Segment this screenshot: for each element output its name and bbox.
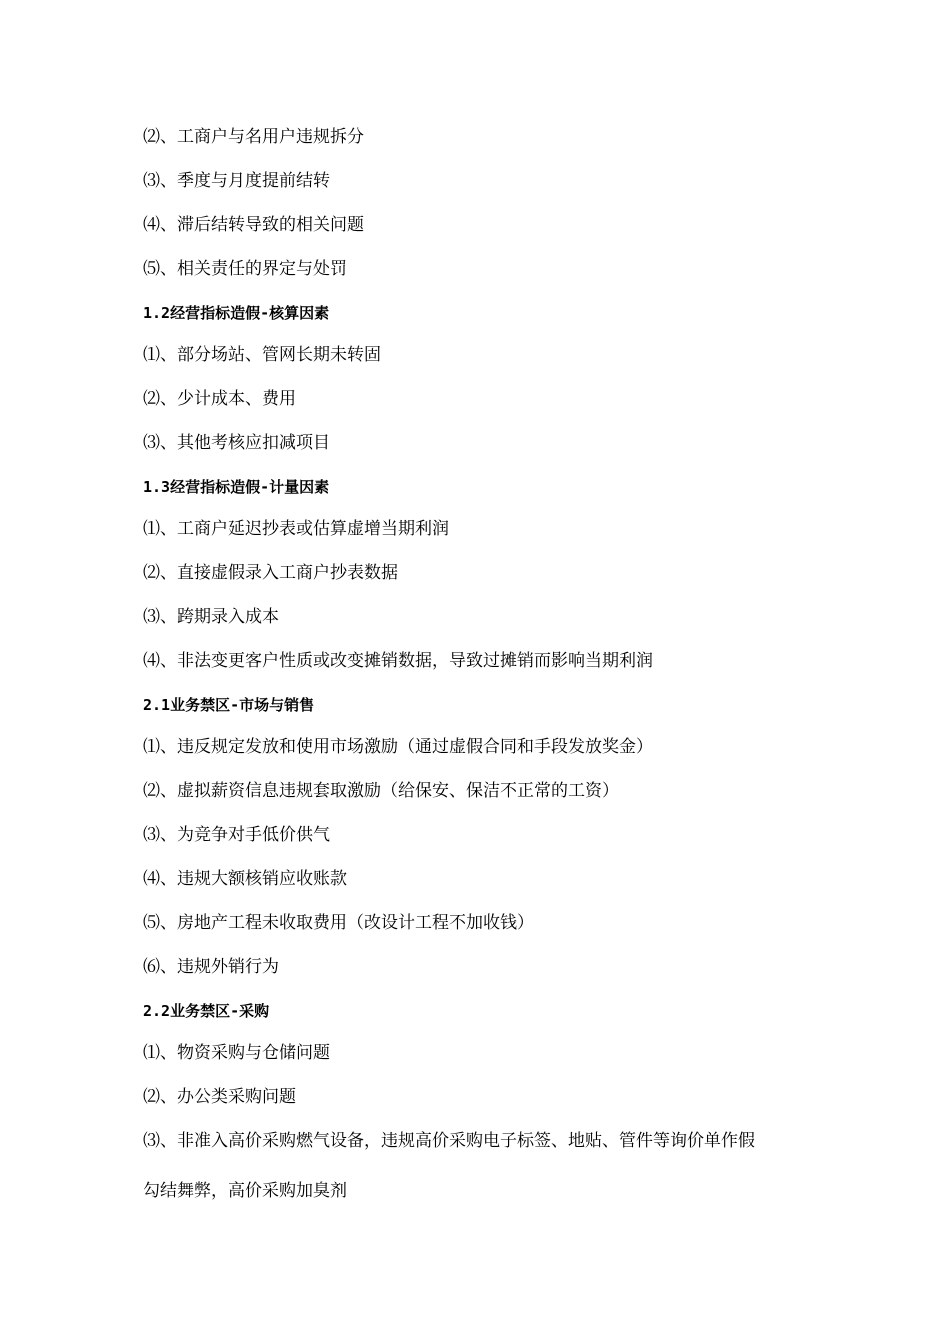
list-item: ⑷、滞后结转导致的相关问题 xyxy=(143,215,364,235)
list-item: ⑷、违规大额核销应收账款 xyxy=(143,869,347,889)
list-item: ⑶、非准入高价采购燃气设备，违规高价采购电子标签、地贴、管件等询价单作假 xyxy=(143,1131,755,1151)
list-item: ⑴、物资采购与仓储问题 xyxy=(143,1043,330,1063)
list-item: ⑵、办公类采购问题 xyxy=(143,1087,296,1107)
list-item: ⑵、直接虚假录入工商户抄表数据 xyxy=(143,563,398,583)
section-heading: 1.3经营指标造假-计量因素 xyxy=(143,478,330,496)
section-heading: 2.2业务禁区-采购 xyxy=(143,1002,270,1020)
list-item: ⑶、跨期录入成本 xyxy=(143,607,279,627)
list-item: ⑸、房地产工程未收取费用（改设计工程不加收钱） xyxy=(143,913,534,933)
list-item-continuation: 勾结舞弊，高价采购加臭剂 xyxy=(143,1181,347,1201)
section-heading: 1.2经营指标造假-核算因素 xyxy=(143,304,330,322)
list-item: ⑵、虚拟薪资信息违规套取激励（给保安、保洁不正常的工资） xyxy=(143,781,619,801)
list-item: ⑴、工商户延迟抄表或估算虚增当期利润 xyxy=(143,519,449,539)
list-item: ⑶、其他考核应扣减项目 xyxy=(143,433,330,453)
list-item: ⑸、相关责任的界定与处罚 xyxy=(143,259,347,279)
list-item: ⑴、部分场站、管网长期未转固 xyxy=(143,345,381,365)
list-item: ⑵、工商户与名用户违规拆分 xyxy=(143,127,364,147)
list-item: ⑷、非法变更客户性质或改变摊销数据，导致过摊销而影响当期利润 xyxy=(143,651,653,671)
list-item: ⑹、违规外销行为 xyxy=(143,957,279,977)
list-item: ⑵、少计成本、费用 xyxy=(143,389,296,409)
list-item: ⑶、为竞争对手低价供气 xyxy=(143,825,330,845)
list-item: ⑶、季度与月度提前结转 xyxy=(143,171,330,191)
list-item: ⑴、违反规定发放和使用市场激励（通过虚假合同和手段发放奖金） xyxy=(143,737,653,757)
section-heading: 2.1业务禁区-市场与销售 xyxy=(143,696,315,714)
